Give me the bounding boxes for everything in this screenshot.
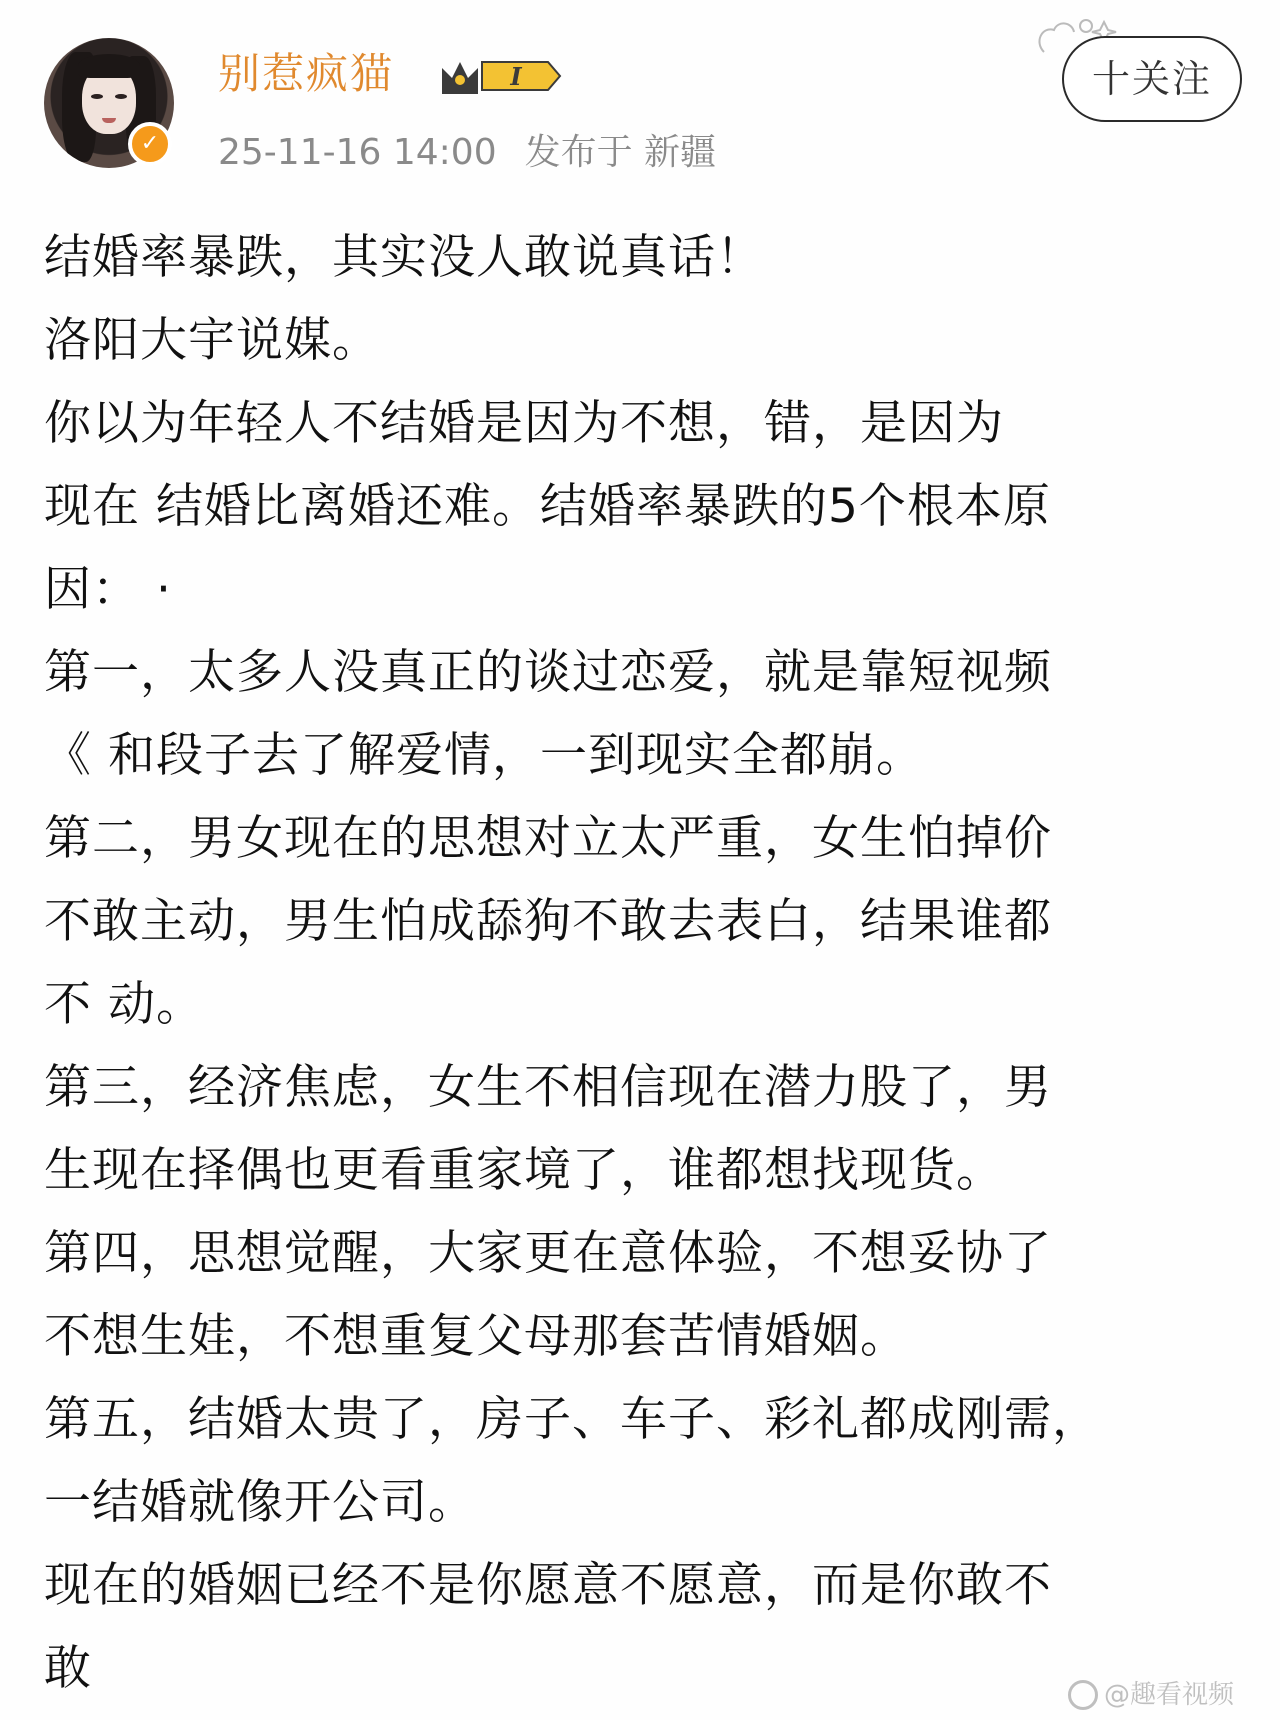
body-line: 现在 结婚比离婚还难。结婚率暴跌的5个根本原 — [44, 479, 1051, 534]
body-line: 《 和段子去了解爱情，一到现实全都崩。 — [44, 728, 924, 783]
body-line: 不 动。 — [44, 977, 204, 1032]
body-line: 第四，思想觉醒，大家更在意体验，不想妥协了 — [44, 1226, 1052, 1281]
level-badge[interactable] — [438, 56, 564, 96]
body-line: 不想生娃，不想重复父母那套苦情婚姻。 — [44, 1309, 908, 1364]
body-line: 第一，太多人没真正的谈过恋爱，就是靠短视频 — [44, 645, 1052, 700]
level-text: I — [510, 62, 522, 91]
body-line: 第五，结婚太贵了，房子、车子、彩礼都成刚需， — [44, 1392, 1100, 1447]
watermark: @趣看视频 — [1104, 1680, 1235, 1710]
author-name[interactable]: 别惹疯猫 — [218, 49, 395, 98]
body-line: 洛阳大宇说媒。 — [44, 313, 380, 368]
body-line: 现在的婚姻已经不是你愿意不愿意，而是你敢不 — [44, 1558, 1052, 1613]
post-location: 发布于 新疆 — [524, 132, 717, 173]
follow-button[interactable]: 十关注 — [1062, 36, 1242, 122]
body-line: 因： · — [44, 562, 172, 617]
body-line: 生现在择偶也更看重家境了，谁都想找现货。 — [44, 1143, 1004, 1198]
body-line: 你以为年轻人不结婚是因为不想，错，是因为 — [44, 396, 1004, 451]
body-line: 结婚率暴跌，其实没人敢说真话！ — [44, 230, 764, 285]
verified-icon: ✓ — [128, 122, 172, 166]
watermark-icon — [1068, 1680, 1098, 1710]
body-line: 不敢主动，男生怕成舔狗不敢去表白，结果谁都 — [44, 894, 1052, 949]
body-line: 一结婚就像开公司。 — [44, 1475, 476, 1530]
post-timestamp: 25-11-16 14:00 — [218, 132, 497, 173]
post-meta — [218, 128, 716, 178]
body-line: 敢 — [44, 1641, 92, 1696]
crown-icon — [442, 62, 478, 94]
body-line: 第三，经济焦虑，女生不相信现在潜力股了，男 — [44, 1060, 1052, 1115]
body-line: 第二，男女现在的思想对立太严重，女生怕掉价 — [44, 811, 1052, 866]
post-body — [44, 216, 1244, 1710]
post-header — [0, 0, 1280, 200]
